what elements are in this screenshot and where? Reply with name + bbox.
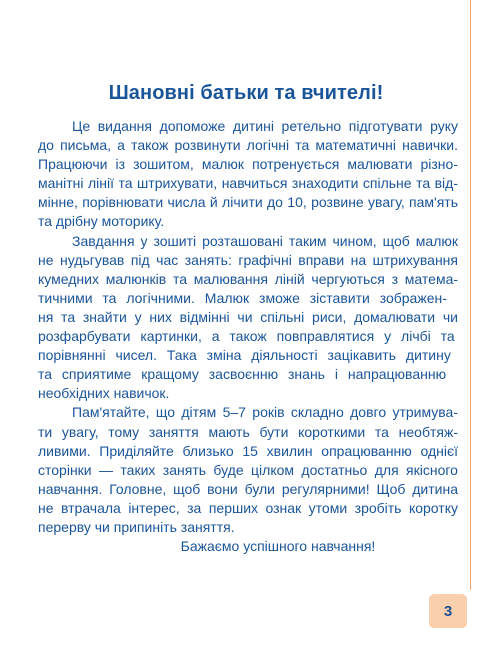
page-title: Шановні батьки та вчителі! bbox=[108, 82, 384, 104]
text-line: Це видання допоможе дитині ретельно підготувати руку bbox=[72, 118, 459, 134]
text-line: та сприятиме кращому засвоєнню знань і напрацюванню bbox=[38, 366, 447, 383]
text-line: та дрібну моторику. bbox=[38, 213, 165, 230]
text-line: манітні лінії та штрихувати, навчиться знаходити спільне та від- bbox=[38, 175, 458, 192]
margin-rule bbox=[470, 0, 471, 590]
text-line: необхідних навичок. bbox=[38, 385, 170, 402]
text-line: сторінки — таких занять буде цілком достатньо для якісного bbox=[38, 461, 458, 478]
text-line: навчання. Головне, щоб вони були регулярними! Щоб дитина bbox=[38, 480, 459, 497]
page-number: 3 bbox=[443, 602, 453, 620]
text-line: розфарбувати картинки, а також повправлятися у лічбі та bbox=[38, 328, 455, 345]
closing-line: Бажаємо успішного навчання! bbox=[180, 538, 376, 555]
text-line: до письма, а також розвинути логічні та математичні навички. bbox=[38, 137, 459, 154]
text-line: Завдання у зошиті розташовані таким чином, щоб малюк bbox=[72, 232, 459, 249]
paragraph-2 bbox=[38, 232, 458, 404]
text-line: ливими. Приділяйте близько 15 хвилин опрацюванню однієї bbox=[38, 442, 459, 459]
text-line: Пам'ятайте, що дітям 5–7 років складно довго утримува- bbox=[72, 404, 458, 421]
text-line: порівнянні чисел. Така зміна діяльності зацікавить дитину bbox=[38, 347, 451, 364]
text-line: ти увагу, тому заняття мають бути короткими та необтяж- bbox=[38, 423, 459, 440]
paragraph-3 bbox=[38, 403, 458, 537]
text-line: кумедних малюнків та малювання ліній чергуються з матема- bbox=[38, 270, 459, 287]
text-line: Працюючи із зошитом, малюк потренується малювати різно- bbox=[38, 156, 458, 173]
text-line: перерву чи припиніть заняття. bbox=[38, 518, 235, 535]
text-line: не нудьгував під час занять: графічні вправи на штрихування bbox=[38, 251, 458, 268]
body-text bbox=[38, 117, 458, 556]
text-line: тичними та логічними. Малюк зможе зіставити зображен- bbox=[38, 289, 447, 306]
text-line: не втрачала інтерес, за перших ознак утоми зробіть коротку bbox=[38, 499, 458, 516]
paragraph-1 bbox=[38, 117, 458, 232]
page-number-badge bbox=[429, 594, 467, 628]
text-line: мінне, порівнювати числа й лічити до 10, розвине увагу, пам'ять bbox=[38, 194, 459, 211]
text-line: ня та знайти у них відмінні чи спільні риси, домалювати чи bbox=[38, 308, 458, 325]
